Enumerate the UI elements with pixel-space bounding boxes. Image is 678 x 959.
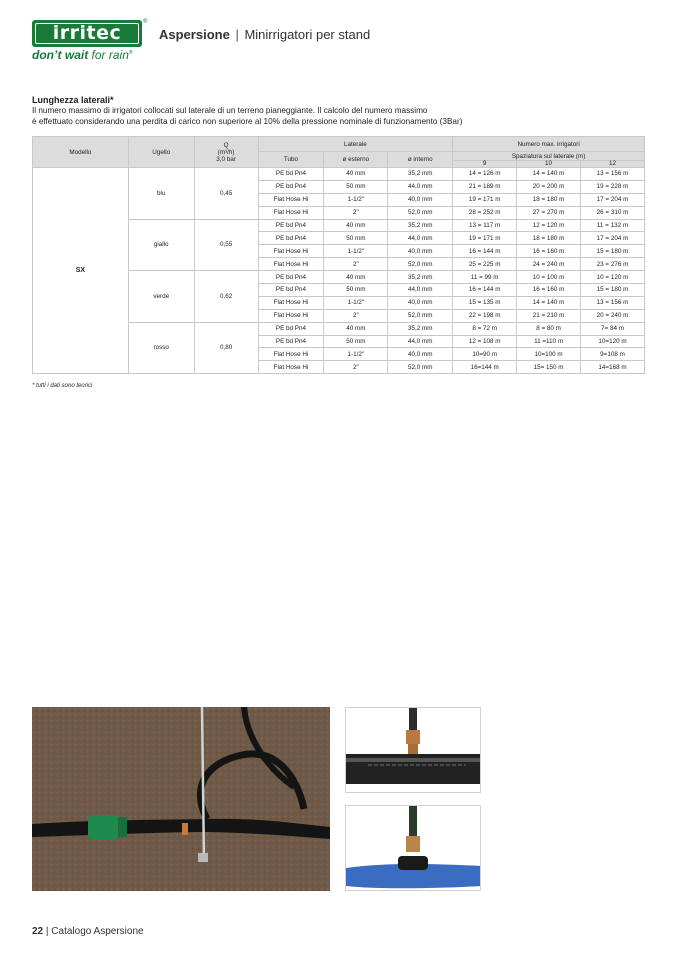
tube-cell: PE bd Pn4 (258, 271, 324, 284)
spacing-9-cell: 11 = 99 m (453, 271, 517, 284)
spacing-12-cell: 14=168 m (581, 361, 645, 374)
section-title: Lunghezza laterali* (32, 95, 114, 105)
spacing-12-cell: 10=120 m (581, 335, 645, 348)
spacing-10-cell: 10 = 100 m (517, 271, 581, 284)
spacing-12-cell: 7= 84 m (581, 322, 645, 335)
nozzle-cell: rosso (128, 322, 194, 374)
description-line-1: Il numero massimo di irrigatori collocati sul laterale di un terreno pianeggiante. Il calcolo del numero massimo (32, 106, 428, 115)
header-ugello: Ugello (128, 137, 194, 168)
header-numero: Numero max. irrigatori (453, 137, 645, 152)
logo-tagline (32, 48, 133, 62)
tube-cell: Flat Hose Hi (258, 296, 324, 309)
header-esterno: ø esterno (324, 152, 388, 168)
spacing-9-cell: 21 = 189 m (453, 180, 517, 193)
flow-cell: 0,62 (194, 271, 258, 323)
tube-cell: Flat Hose Hi (258, 361, 324, 374)
tagline-reg: ® (128, 50, 133, 56)
spacing-12-cell: 23 = 276 m (581, 258, 645, 271)
spacing-10-cell: 16 = 160 m (517, 284, 581, 297)
outer-diameter-cell: 40 mm (324, 219, 388, 232)
tube-cell: Flat Hose Hi (258, 245, 324, 258)
spacing-10-cell: 14 = 140 m (517, 296, 581, 309)
spacing-10-cell: 16 = 160 m (517, 245, 581, 258)
spacing-12-cell: 13 = 156 m (581, 168, 645, 181)
outer-diameter-cell: 1-1/2" (324, 296, 388, 309)
outer-diameter-cell: 50 mm (324, 232, 388, 245)
header-title-strong: Aspersione (159, 27, 230, 42)
logo-registered-mark: ® (143, 19, 148, 25)
inner-diameter-cell: 40,0 mm (388, 296, 453, 309)
header-q-line3: 3,0 bar (216, 155, 236, 163)
pe-pipe-connection-photo (345, 707, 481, 793)
tube-cell: PE bd Pn4 (258, 232, 324, 245)
header-laterale: Laterale (258, 137, 453, 152)
nozzle-cell: blu (128, 168, 194, 220)
spacing-10-cell: 15= 150 m (517, 361, 581, 374)
header-interno: ø interno (388, 152, 453, 168)
table-body (33, 168, 645, 374)
tagline-bold: don’t wait (32, 48, 89, 62)
spacing-9-cell: 28 = 252 m (453, 206, 517, 219)
spacing-10-cell: 12 = 120 m (517, 219, 581, 232)
footer-separator: | (45, 926, 49, 937)
spacing-9-cell: 25 = 225 m (453, 258, 517, 271)
flow-cell: 0,80 (194, 322, 258, 374)
spacing-9-cell: 13 = 117 m (453, 219, 517, 232)
tube-cell: PE bd Pn4 (258, 335, 324, 348)
tube-cell: Flat Hose Hi (258, 206, 324, 219)
spacing-12-cell: 10 = 120 m (581, 271, 645, 284)
inner-diameter-cell: 35,2 mm (388, 168, 453, 181)
spacing-12-cell: 19 = 228 m (581, 180, 645, 193)
outer-diameter-cell: 40 mm (324, 271, 388, 284)
inner-diameter-cell: 40,0 mm (388, 348, 453, 361)
table-row (33, 168, 645, 181)
inner-diameter-cell: 52,0 mm (388, 309, 453, 322)
footer-catalog: Catalogo Aspersione (51, 926, 144, 937)
header-spaziatura: Spaziatura sul laterale (m) (453, 152, 645, 161)
inner-diameter-cell: 52,0 mm (388, 258, 453, 271)
nozzle-cell: giallo (128, 219, 194, 271)
spacing-10-cell: 14 = 140 m (517, 168, 581, 181)
spacing-9-cell: 16=144 m (453, 361, 517, 374)
inner-diameter-cell: 52,0 mm (388, 206, 453, 219)
spacing-9-cell: 14 = 126 m (453, 168, 517, 181)
spacing-12-cell: 15 = 180 m (581, 284, 645, 297)
header-q-line1: Q (223, 141, 229, 149)
tube-cell: PE bd Pn4 (258, 168, 324, 181)
spacing-9-cell: 19 = 171 m (453, 193, 517, 206)
inner-diameter-cell: 44,0 mm (388, 232, 453, 245)
tube-cell: PE bd Pn4 (258, 322, 324, 335)
tagline-light: for rain (88, 48, 129, 62)
spacing-12-cell: 17 = 204 m (581, 193, 645, 206)
spacing-10-cell: 18 = 180 m (517, 232, 581, 245)
outer-diameter-cell: 2" (324, 309, 388, 322)
spacing-10-cell: 21 = 210 m (517, 309, 581, 322)
lateral-length-table (32, 136, 645, 374)
header-q (194, 137, 258, 168)
tube-cell: PE bd Pn4 (258, 284, 324, 297)
spacing-12-cell: 20 = 240 m (581, 309, 645, 322)
spacing-12-cell: 13 = 156 m (581, 296, 645, 309)
irritec-logo (32, 20, 142, 47)
inner-diameter-cell: 35,2 mm (388, 322, 453, 335)
tube-cell: PE bd Pn4 (258, 219, 324, 232)
spacing-9-cell: 22 = 198 m (453, 309, 517, 322)
header-title-separator: | (235, 27, 239, 42)
outer-diameter-cell: 2" (324, 361, 388, 374)
spacing-9-cell: 15 = 135 m (453, 296, 517, 309)
page-header-title (159, 27, 370, 42)
inner-diameter-cell: 52,0 mm (388, 361, 453, 374)
spacing-10-cell: 27 = 270 m (517, 206, 581, 219)
inner-diameter-cell: 40,0 mm (388, 193, 453, 206)
spacing-12-cell: 15 = 180 m (581, 245, 645, 258)
inner-diameter-cell: 35,2 mm (388, 219, 453, 232)
tube-cell: Flat Hose Hi (258, 193, 324, 206)
spacing-12-cell: 17 = 204 m (581, 232, 645, 245)
tube-cell: Flat Hose Hi (258, 348, 324, 361)
spacing-10-cell: 8 = 80 m (517, 322, 581, 335)
description-line-2: è effettuato considerando una perdita di carico non superiore al 10% della pressione nominale di funzionamento (3Bar) (32, 116, 463, 126)
inner-diameter-cell: 35,2 mm (388, 271, 453, 284)
header-tubo: Tubo (258, 152, 324, 168)
model-cell: SX (33, 168, 129, 374)
spacing-9-cell: 19 = 171 m (453, 232, 517, 245)
header-spacing-9: 9 (453, 161, 517, 168)
header-modello: Modello (33, 137, 129, 168)
page-number: 22 (32, 926, 44, 937)
tube-cell: Flat Hose Hi (258, 309, 324, 322)
spacing-12-cell: 26 = 310 m (581, 206, 645, 219)
outer-diameter-cell: 40 mm (324, 322, 388, 335)
spacing-10-cell: 10=100 m (517, 348, 581, 361)
flat-hose-connection-photo (345, 805, 481, 891)
spacing-10-cell: 11 =110 m (517, 335, 581, 348)
page-footer (32, 926, 144, 937)
spacing-9-cell: 8 = 72 m (453, 322, 517, 335)
spacing-12-cell: 9=108 m (581, 348, 645, 361)
outer-diameter-cell: 1-1/2" (324, 348, 388, 361)
logo-text: irritec (35, 23, 139, 44)
outer-diameter-cell: 50 mm (324, 180, 388, 193)
header-title-rest: Minirrigatori per stand (244, 27, 371, 42)
inner-diameter-cell: 40,0 mm (388, 245, 453, 258)
spacing-9-cell: 16 = 144 m (453, 284, 517, 297)
inner-diameter-cell: 44,0 mm (388, 284, 453, 297)
nozzle-cell: verde (128, 271, 194, 323)
field-installation-photo (32, 707, 330, 891)
header-q-line2: (m³/h) (217, 148, 235, 156)
tube-cell: PE bd Pn4 (258, 180, 324, 193)
outer-diameter-cell: 50 mm (324, 284, 388, 297)
outer-diameter-cell: 40 mm (324, 168, 388, 181)
spacing-12-cell: 11 = 132 m (581, 219, 645, 232)
outer-diameter-cell: 2" (324, 206, 388, 219)
footnote: * tutti i dati sono teorici (32, 383, 93, 389)
tube-cell: Flat Hose Hi (258, 258, 324, 271)
spacing-10-cell: 24 = 240 m (517, 258, 581, 271)
outer-diameter-cell: 1-1/2" (324, 245, 388, 258)
header-spacing-10: 10 (517, 161, 581, 168)
spacing-10-cell: 18 = 180 m (517, 193, 581, 206)
inner-diameter-cell: 44,0 mm (388, 335, 453, 348)
spacing-9-cell: 10=90 m (453, 348, 517, 361)
outer-diameter-cell: 50 mm (324, 335, 388, 348)
spacing-9-cell: 16 = 144 m (453, 245, 517, 258)
spacing-10-cell: 20 = 200 m (517, 180, 581, 193)
header-spacing-12: 12 (581, 161, 645, 168)
outer-diameter-cell: 1-1/2" (324, 193, 388, 206)
flow-cell: 0,55 (194, 219, 258, 271)
spacing-9-cell: 12 = 108 m (453, 335, 517, 348)
section-description (32, 106, 632, 127)
flow-cell: 0,45 (194, 168, 258, 220)
inner-diameter-cell: 44,0 mm (388, 180, 453, 193)
outer-diameter-cell: 2" (324, 258, 388, 271)
